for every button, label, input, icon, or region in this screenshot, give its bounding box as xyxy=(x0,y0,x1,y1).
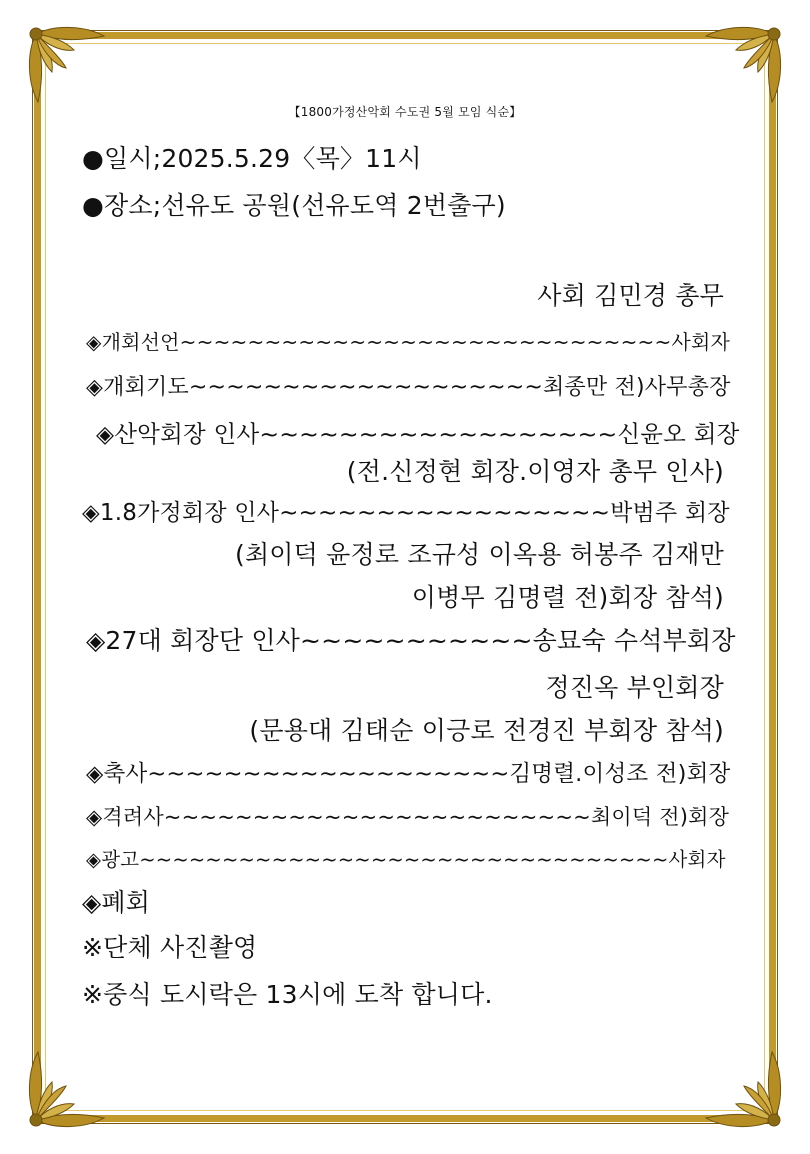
program-item: ◈격려사~~~~~~~~~~~~~~~~~~~~~~~~최이덕 전)회장 xyxy=(86,805,730,829)
program-note: 이병무 김명렬 전)회장 참석) xyxy=(411,583,724,612)
program-item: ◈축사~~~~~~~~~~~~~~~~~~~김명렬.이성조 전)회장 xyxy=(86,761,731,787)
host-line: 사회 김민경 총무 xyxy=(537,281,724,310)
program-item: ◈산악회장 인사~~~~~~~~~~~~~~~~~~신윤오 회장 xyxy=(96,420,740,448)
program-item: ◈폐회 xyxy=(82,888,151,917)
date-line: ●일시;2025.5.29〈목〉11시 xyxy=(82,144,422,173)
place-line: ●장소;선유도 공원(선유도역 2번출구) xyxy=(82,191,506,220)
program-note: 정진옥 부인회장 xyxy=(545,673,724,702)
program-note: (최이덕 윤정로 조규성 이옥용 허봉주 김재만 xyxy=(235,540,724,569)
program-item: ◈개회선언~~~~~~~~~~~~~~~~~~~~~~~~~~~~~사회자 xyxy=(86,330,730,354)
program-note: (문용대 김태순 이긍로 전경진 부회장 참석) xyxy=(249,716,724,745)
program-note: (전.신정현 회장.이영자 총무 인사) xyxy=(346,457,724,486)
program-note: ※중식 도시락은 13시에 도착 합니다. xyxy=(82,980,493,1009)
document-title: 【1800가정산악회 수도권 5월 모임 식순】 xyxy=(288,105,522,119)
program-item: ◈27대 회장단 인사~~~~~~~~~~~송묘숙 수석부회장 xyxy=(86,626,736,655)
program-item: ◈1.8가정회장 인사~~~~~~~~~~~~~~~~~박범주 회장 xyxy=(82,500,730,526)
program-item: ◈개회기도~~~~~~~~~~~~~~~~~~~최종만 전)사무총장 xyxy=(86,375,731,400)
program-item: ◈광고~~~~~~~~~~~~~~~~~~~~~~~~~~~~~~~~사회자 xyxy=(86,848,726,871)
program-note: ※단체 사진촬영 xyxy=(82,933,258,962)
